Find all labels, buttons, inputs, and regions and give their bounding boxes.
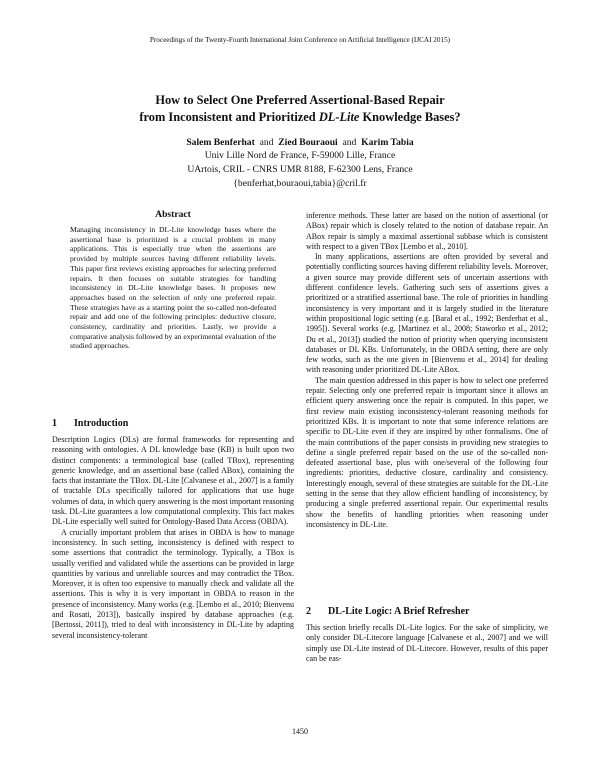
right-paragraph-3: The main question addressed in this paper is how to select one preferred repair. Selecting only one preferred repair is important since it allows an efficient query answering once the repair is computed. In this paper, we first review main existing inconsistency-tolerant reasoning methods for prioritized KBs. It is important to note that some inference relations are specific to DL-Lite even if they are inspired by other formalisms. One of the main contributions of the paper consists in providing new strategies to define a single preferred repair based on the use of the so-called non-defeated assertional base, plus with one/several of the following four ingredients: priorities, deductive closure, cardinality and consistency. Interestingly enough, several of these strategies are suitable for the DL-Lite setting in the sense that they allow efficient handling of inconsistency, by producing a single preferred assertional repair. Our experimental results show the benefits of handling priorities when reasoning under inconsistency in DL-Lite.	[306, 375, 548, 529]
proceedings-header: Proceedings of the Twenty-Fourth International Joint Conference on Artificial Intelligence (IJCAI 2015)	[149, 36, 451, 44]
author-3: Karim Tabia	[361, 137, 414, 148]
abstract-text: Managing inconsistency in DL-Lite knowledge bases where the assertional base is prioritized is a crucial problem in many applications. This is especially true when the assertions are provided by multiple sources having different reliability levels. This paper first reviews existing approaches for selecting preferred repairs. It then focuses on suitable strategies for handling inconsistency in DL-Lite knowledge bases. It proposes new approaches based on the selection of only one preferred repair. These strategies have as a starting point the so-called non-defeated repair and add one of the following principles: deductive closure, consistency, cardinality and priorities. Lastly, we provide a comparative analysis followed by an experimental evaluation of the studied approaches.	[70, 225, 276, 351]
author-1: Salem Benferhat	[186, 137, 255, 148]
abstract-heading: Abstract	[155, 209, 191, 220]
title-line-2	[40, 109, 560, 126]
section-2-title: DL-Lite Logic: A Brief Refresher	[328, 606, 470, 617]
title-line-1: How to Select One Preferred Assertional-Based Repair	[155, 93, 445, 107]
refresher-paragraph-1: This section briefly recalls DL-Lite logics. For the sake of simplicity, we only consider DL-Litecore language [Calvanese et al., 2007] and we will simply use DL-Lite instead of DL-Litecore. However, results of this paper can be eas-	[306, 623, 548, 663]
right-paragraph-2: In many applications, assertions are often provided by several and potentially conflicting sources having different reliability levels. Moreover, a given source may provide different sets of uncertain assertions with different confidence levels. Gathering such sets of assertions gives a prioritized or a stratified assertional base. The role of priorities in handling inconsistency is very important and it is largely studied in the literature within propositional logic setting (e.g. [Baral et al., 1992; Benferhat et al., 1995]). Several works (e.g. [Martinez et al., 2008; Staworko et al., 2012; Du et al., 2013]) studied the notion of priority when querying inconsistent databases or DL KBs. Unfortunately, in the OBDA setting, there are only few works, such as the one given in [Bienvenu et al., 2014] for dealing with reasoning under prioritized DL-Lite ABox.	[306, 252, 548, 375]
title-dl-lite: DL-Lite	[318, 110, 360, 124]
intro-paragraph-1: Description Logics (DLs) are formal frameworks for representing and reasoning with ontologies. A DL knowledge base (KB) is built upon two distinct components: a terminological base (called TBox), representing generic knowledge, and an assertional base (called ABox), containing the facts that instantiate the TBox. DL-Lite [Calvanese et al., 2007] is a family of tractable DLs specifically tailored for applications that use huge volumes of data, in which query answering is the most important reasoning task. DL-Lite guarantees a low computational complexity. This fact makes DL-Lite especially well suited for Ontology-Based Data Access (OBDA).	[52, 435, 294, 527]
author-and-1: and	[259, 137, 274, 148]
paper-title	[40, 92, 560, 126]
right-paragraph-1: inference methods. These latter are based on the notion of assertional (or ABox) repair which is closely related to the notion of database repair. An ABox repair is simply a maximal assertional subbase which is consistent with respect to a given TBox [Lembo et al., 2010].	[306, 211, 548, 251]
author-emails: {benferhat,bouraoui,tabia}@cril.fr	[233, 178, 367, 189]
title-line-2-end: Knowledge Bases?	[359, 110, 461, 124]
author-2: Zied Bouraoui	[278, 137, 338, 148]
affiliation-1: Univ Lille Nord de France, F-59000 Lille, France	[204, 150, 396, 161]
section-1-number: 1	[52, 418, 57, 429]
section-2-body	[306, 623, 548, 664]
section-2-heading	[306, 606, 469, 617]
page-number: 1450	[292, 727, 308, 736]
author-and-2: and	[342, 137, 357, 148]
section-1-body	[52, 435, 294, 641]
right-column-body	[306, 211, 548, 530]
section-2-number: 2	[306, 606, 311, 617]
author-list	[0, 136, 600, 149]
affiliation-2: UArtois, CRIL - CNRS UMR 8188, F-62300 Lens, France	[187, 164, 413, 175]
section-1-title: Introduction	[74, 418, 129, 429]
intro-paragraph-2: A crucially important problem that arises in OBDA is how to manage inconsistency. In such setting, inconsistency is defined with respect to some assertions that contradict the terminology. Typically, a TBox is usually verified and validated while the assertions can be provided in large quantities by various and unreliable sources and may contradict the TBox. Moreover, it is often too expensive to manually check and validate all the assertions. This is why it is very important in OBDA to reason in the presence of inconsistency. Many works (e.g. [Lembo et al., 2010; Bienvenu and Rosati, 2013]), basically inspired by database approaches (e.g. [Bertossi, 2011]), tried to deal with inconsistency in DL-Lite by adapting several inconsistency-tolerant	[52, 527, 294, 640]
title-line-2-start: from Inconsistent and Prioritized	[139, 110, 319, 124]
section-1-heading	[52, 418, 128, 429]
